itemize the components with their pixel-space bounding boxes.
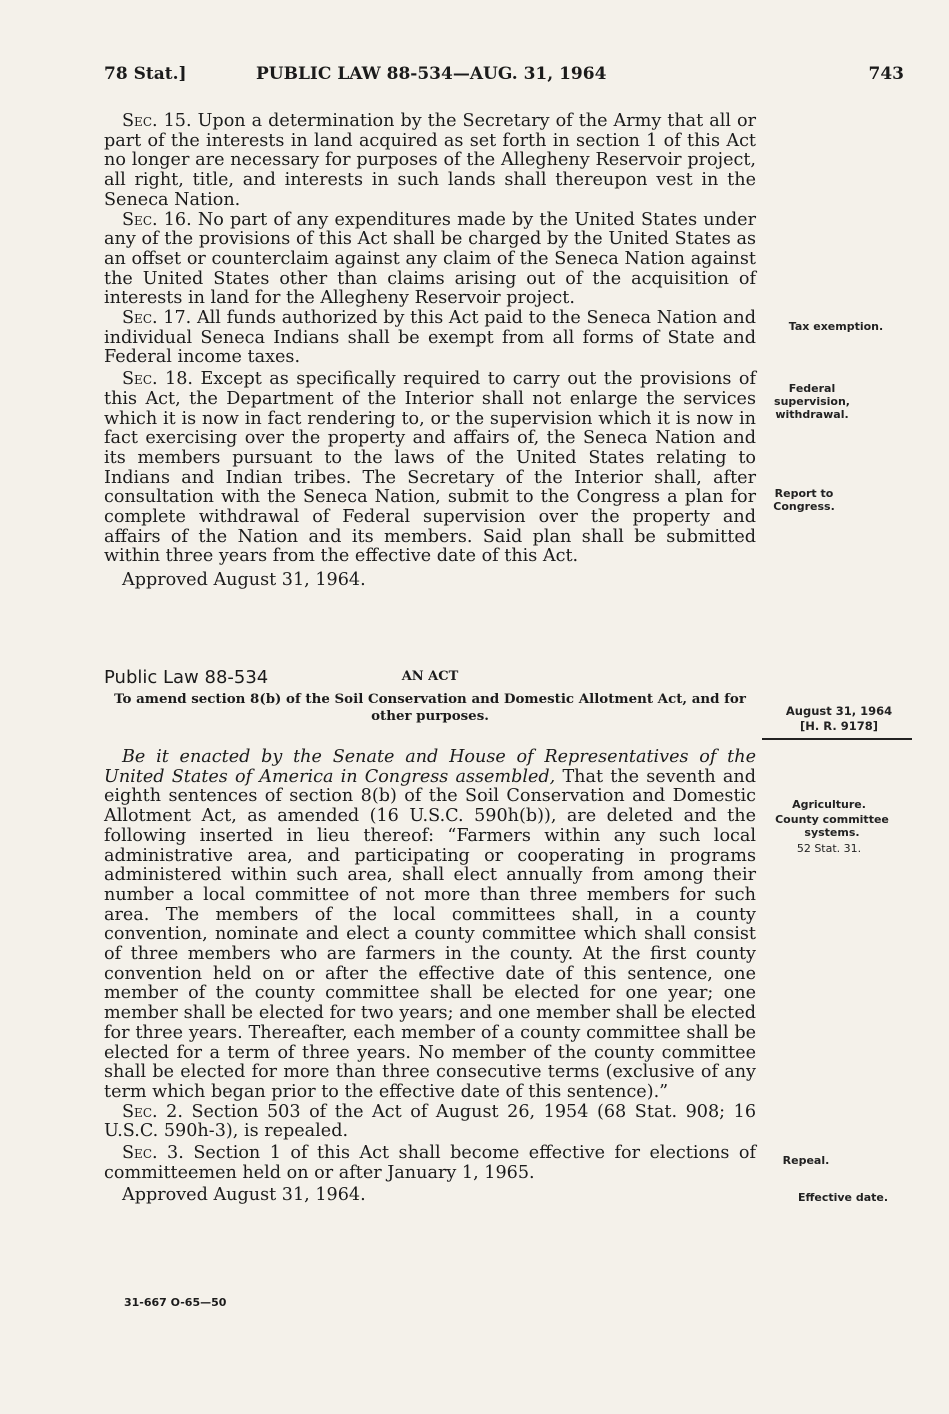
section-16: Sec. 16. No part of any expenditures made by the United States under any of the provisions of this Act shall be charged by the United States as an offset or counterclaim against any claim of the Seneca Nation against the United States other than claims arising out of the acquisition of interests in land for the Allegheny Reservoir project. xyxy=(104,209,756,309)
note-federal-supervision: Federal supervision, withdrawal. xyxy=(774,382,850,421)
part2-body xyxy=(104,748,756,1206)
section-17: Sec. 17. All funds authorized by this Act paid to the Seneca Nation and individual Seneca Indians shall be exempt from all forms of State and Federal income taxes. xyxy=(104,308,756,368)
an-act-heading: AN ACT xyxy=(401,669,459,684)
note-bill-number: [H. R. 9178] xyxy=(800,719,878,733)
approved-date-2: Approved August 31, 1964. xyxy=(122,1185,366,1206)
note-repeal: Repeal. xyxy=(782,1154,830,1167)
header-volume: 78 Stat.] xyxy=(104,64,187,84)
note-effective-date: Effective date. xyxy=(797,1191,889,1204)
section-3: Sec. 3. Section 1 of this Act shall become effective for elections of committeemen held on or after January 1, 1965. xyxy=(104,1143,757,1183)
note-tax-exemption: Tax exemption. xyxy=(788,320,884,333)
note-agriculture: Agriculture. xyxy=(792,798,866,811)
act-purpose: To amend section 8(b) of the Soil Conservation and Domestic Allotment Act, and for other purposes. xyxy=(114,691,746,724)
section-18: Sec. 18. Except as specifically required to carry out the provisions of this Act, the Department of the Interior shall not enlarge the services which it is now in fact rendering to, or the supervision which it is now in fact exercising over the property and affairs of, the Seneca Nation and its members pursuant to the laws of the United States relating to Indians and Indian tribes. The Secretary of the Interior shall, after consultation with the Seneca Nation, submit to the Congress a plan for complete withdrawal of Federal supervision over the property and affairs of the Nation and its members. Said plan shall be submitted within three years from the effective date of this Act. xyxy=(104,369,756,567)
note-county-committee: County committee systems. xyxy=(775,813,889,839)
printer-code: 31-667 O-65—50 xyxy=(124,1296,227,1309)
enacting-clause: Be it enacted by the Senate and House of Representatives of the United States of America in Congress assembled, That the seventh and eighth sentences of section 8(b) of the Soil Conservation and Domestic Allotment Act, as amended (16 U.S.C. 590h(b)), are deleted and the following inserted in lieu thereof: “Farmers within any such local administrative area, and participating or cooperating in programs administered within such area, shall elect annually from among their number a local committee of not more than three members for such area. The members of the local committees shall, in a county convention, nominate and elect a county committee which shall consist of three members who are farmers in the county. At the first county convention held on or after the effective date of this sentence, one member of the county committee shall be elected for one year; one member shall be elected for two years; and one member shall be elected for three years. Thereafter, each member of a county committee shall be elected for a term of three years. No member of the county committee shall be elected for more than three consecutive terms (exclusive of any term which began prior to the effective date of this sentence).” xyxy=(104,747,757,1102)
note-enactment-date: August 31, 1964 xyxy=(785,704,893,718)
approved-date-1: Approved August 31, 1964. xyxy=(122,570,366,591)
margin-rule xyxy=(762,738,912,740)
header-title: PUBLIC LAW 88-534—AUG. 31, 1964 xyxy=(256,64,607,84)
section-2: Sec. 2. Section 503 of the Act of August 26, 1954 (68 Stat. 908; 16 U.S.C. 590h-3), is repealed. xyxy=(104,1101,757,1142)
public-law-title: Public Law 88-534 xyxy=(104,667,269,688)
header-page-number: 743 xyxy=(868,64,904,84)
part1-body xyxy=(104,112,756,591)
section-15: Sec. 15. Upon a determination by the Secretary of the Army that all or part of the interests in land acquired as set forth in section 1 of this Act no longer are necessary for purposes of the Allegheny Reservoir project, all right, title, and interests in such lands shall thereupon vest in the Seneca Nation. xyxy=(104,111,757,210)
note-report-to-congress: Report to Congress. xyxy=(773,487,835,513)
page-header xyxy=(104,64,904,88)
note-stat-reference: 52 Stat. 31. xyxy=(796,842,862,855)
